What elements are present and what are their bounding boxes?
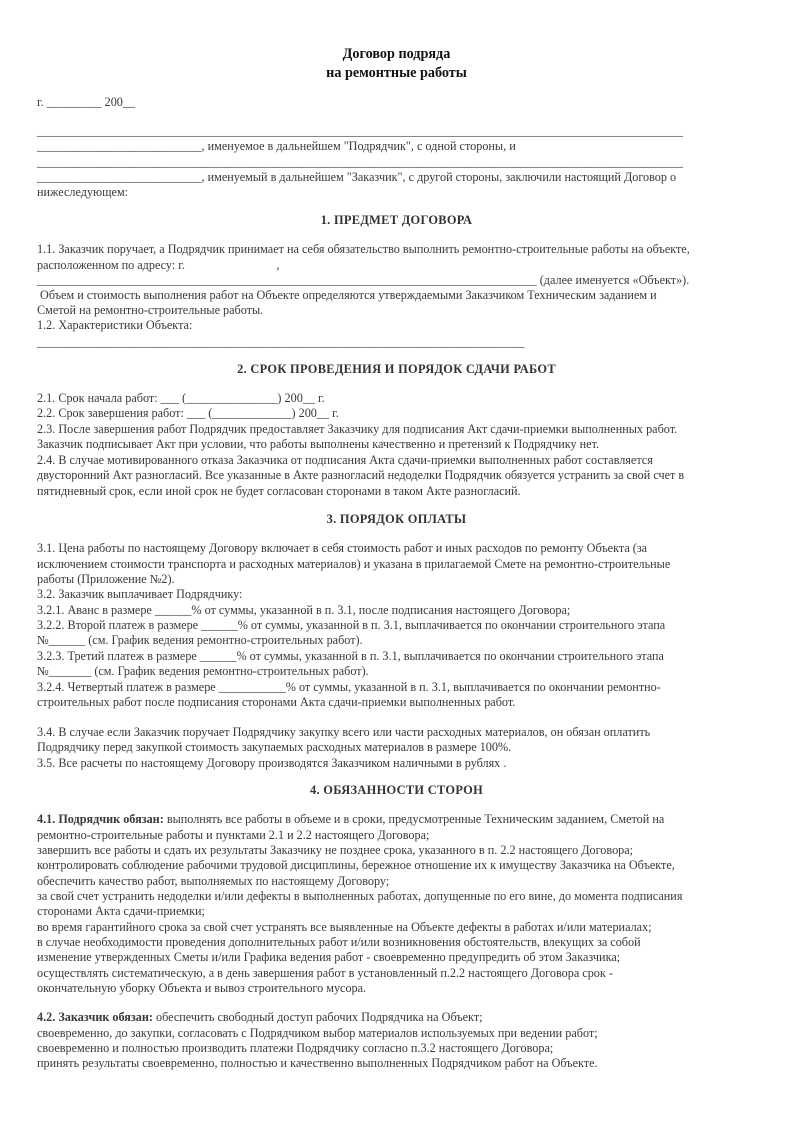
paragraph-line: за свой счет устранить недоделки и/или дефекты в выполненных работах, допущенные по его вине, до момента подписания [37,889,683,903]
paragraph-line: Сметой на ремонтно-строительные работы. [37,303,264,317]
paragraph-line: двусторонний Акт разногласий. Все указанные в Акте разногласий недоделки Подрядчик обязуется устранить за свой счет в [37,468,685,482]
paragraph-line [37,812,664,828]
paragraph-line: 1.2. Характеристики Объекта: [37,318,193,332]
paragraph-line: исключением стоимости транспорта и расходных материалов) и указана в прилагаемой Смете на ремонтно-строительные [37,557,671,571]
section-heading-subject: 1. ПРЕДМЕТ ДОГОВОРА [320,213,473,227]
paragraph-line: в случае необходимости проведения дополнительных работ и/или возникновения обстоятельств, влекущих за собой [37,935,641,949]
paragraph-line: 3.2.3. Третий платеж в размере ______% от суммы, указанной в п. 3.1, выплачивается по окончании строительного этапа [37,649,664,663]
paragraph-line: ремонтно-строительные работы и пунктами 2.1 и 2.2 настоящего Договора; [37,828,430,842]
paragraph-line [37,1010,483,1026]
paragraph-line: окончательную уборку Объекта и вывоз строительного мусора. [37,981,367,995]
contractor-obligations-label: 4.1. Подрядчик обязан: [37,812,164,826]
contractor-party-line: ___________________________, именуемое в дальнейшем "Подрядчик", с одной стороны, и [37,139,516,153]
paragraph-line: 3.2.4. Четвертый платеж в размере ___________% от суммы, указанной в п. 3.1, выплачивается по окончании ремонтно- [37,680,661,694]
paragraph-line: 3.1. Цена работы по настоящему Договору включает в себя стоимость работ и иных расходов по ремонту Объекта (за [37,541,648,555]
document-title-line1: Договор подряда [342,46,451,62]
paragraph-line: 1.1. Заказчик поручает, а Подрядчик принимает на себя обязательство выполнить ремонтно-строительные работы на объекте, [37,242,690,256]
paragraph-line: строительных работ после подписания сторонами Акта сдачи-приемки выполненных работ. [37,695,516,709]
section-heading-obligations: 4. ОБЯЗАННОСТИ СТОРОН [309,783,484,797]
section-heading-payment: 3. ПОРЯДОК ОПЛАТЫ [326,512,467,526]
paragraph-text: выполнять все работы в объеме и в сроки, предусмотренные Техническим заданием, Сметой на [163,812,665,826]
blank-line: __________________________________________________________________________________________________________ [37,155,683,169]
paragraph-line: контролировать соблюдение рабочими трудовой дисциплины, бережное отношение их к имуществу Заказчика на Объекте, [37,858,675,872]
paragraph-line: 3.2.1. Аванс в размере ______% от суммы, указанной в п. 3.1, после подписания настоящего Договора; [37,603,571,617]
paragraph-line: 3.2.2. Второй платеж в размере ______% от суммы, указанной в п. 3.1, выплачивается по окончании строительного этапа [37,618,666,632]
paragraph-line: расположенном по адресу: г. , [37,258,280,272]
blank-line: ________________________________________________________________________________ [37,335,525,349]
paragraph-line: 2.2. Срок завершения работ: ___ (_____________) 200__ г. [37,406,339,420]
paragraph-line: работы (Приложение №2). [37,572,175,586]
paragraph-line: своевременно, до закупки, согласовать с Подрядчиком выбор материалов используемых при ведении работ; [37,1026,598,1040]
customer-obligations-label: 4.2. Заказчик обязан: [37,1010,153,1024]
preamble-line: нижеследующем: [37,185,129,199]
paragraph-line: 2.3. После завершения работ Подрядчик предоставляет Заказчику для подписания Акт сдачи-приемки выполненных работ. [37,422,678,436]
paragraph-text: обеспечить свободный доступ рабочих Подрядчика на Объект; [152,1010,483,1024]
paragraph-line: Подрядчику перед закупкой стоимость закупаемых расходных материалов в размере 100%. [37,740,512,754]
paragraph-line: принять результаты своевременно, полностью и качественно выполненных Подрядчиком работ на Объекте. [37,1056,598,1070]
paragraph-line: №______ (см. График ведения ремонтно-строительных работ). [37,633,363,647]
paragraph-line: 2.4. В случае мотивированного отказа Заказчика от подписания Акта сдачи-приемки выполненных работ составляется [37,453,653,467]
paragraph-line: завершить все работы и сдать их результаты Заказчику не позднее срока, указанного в п. 2.2 настоящего Договора; [37,843,634,857]
paragraph-line: осуществлять систематическую, а в день завершения работ в установленный п.2.2 настоящего Договора срок - [37,966,613,980]
paragraph-line: своевременно и полностью производить платежи Подрядчику согласно п.3.2 настоящего Договора; [37,1041,554,1055]
paragraph-line: обеспечить качество работ, выполняемых по настоящему Договору; [37,874,390,888]
paragraph-line: 3.4. В случае если Заказчик поручает Подрядчику закупку всего или части расходных материалов, он обязан оплатить [37,725,651,739]
paragraph-line: пятидневный срок, если иной срок не будет согласован сторонами в таком Акте разногласий. [37,484,521,498]
paragraph-line: Заказчик подписывает Акт при условии, что работы выполнены качественно и претензий к Подрядчику нет. [37,437,600,451]
paragraph-line: __________________________________________________________________________________ (далее именуется «Объект»). [37,273,690,287]
paragraph-line: 3.2. Заказчик выплачивает Подрядчику: [37,587,243,601]
blank-line: __________________________________________________________________________________________________________ [37,124,683,138]
date-line: г. _________ 200__ [37,95,136,109]
paragraph-line: Объем и стоимость выполнения работ на Объекте определяются утверждаемыми Заказчиком Техническим заданием и [37,288,657,302]
document-title-line2: на ремонтные работы [326,65,467,81]
paragraph-line: изменение утвержденных Сметы и/или Графика ведения работ - своевременно предупредить об этом Заказчика; [37,950,621,964]
section-heading-terms: 2. СРОК ПРОВЕДЕНИЯ И ПОРЯДОК СДАЧИ РАБОТ [237,362,556,376]
paragraph-line: во время гарантийного срока за свой счет устранять все выявленные на Объекте дефекты в работах и/или материалах; [37,920,652,934]
paragraph-line: 2.1. Срок начала работ: ___ (_______________) 200__ г. [37,391,325,405]
customer-party-line: ___________________________, именуемый в дальнейшем "Заказчик", с другой стороны, заключили настоящий Договор о [37,170,677,184]
paragraph-line: сторонами Акта сдачи-приемки; [37,904,205,918]
paragraph-line: 3.5. Все расчеты по настоящему Договору производятся Заказчиком наличными в рублях . [37,756,507,770]
paragraph-line: №_______ (см. График ведения ремонтно-строительных работ). [37,664,369,678]
